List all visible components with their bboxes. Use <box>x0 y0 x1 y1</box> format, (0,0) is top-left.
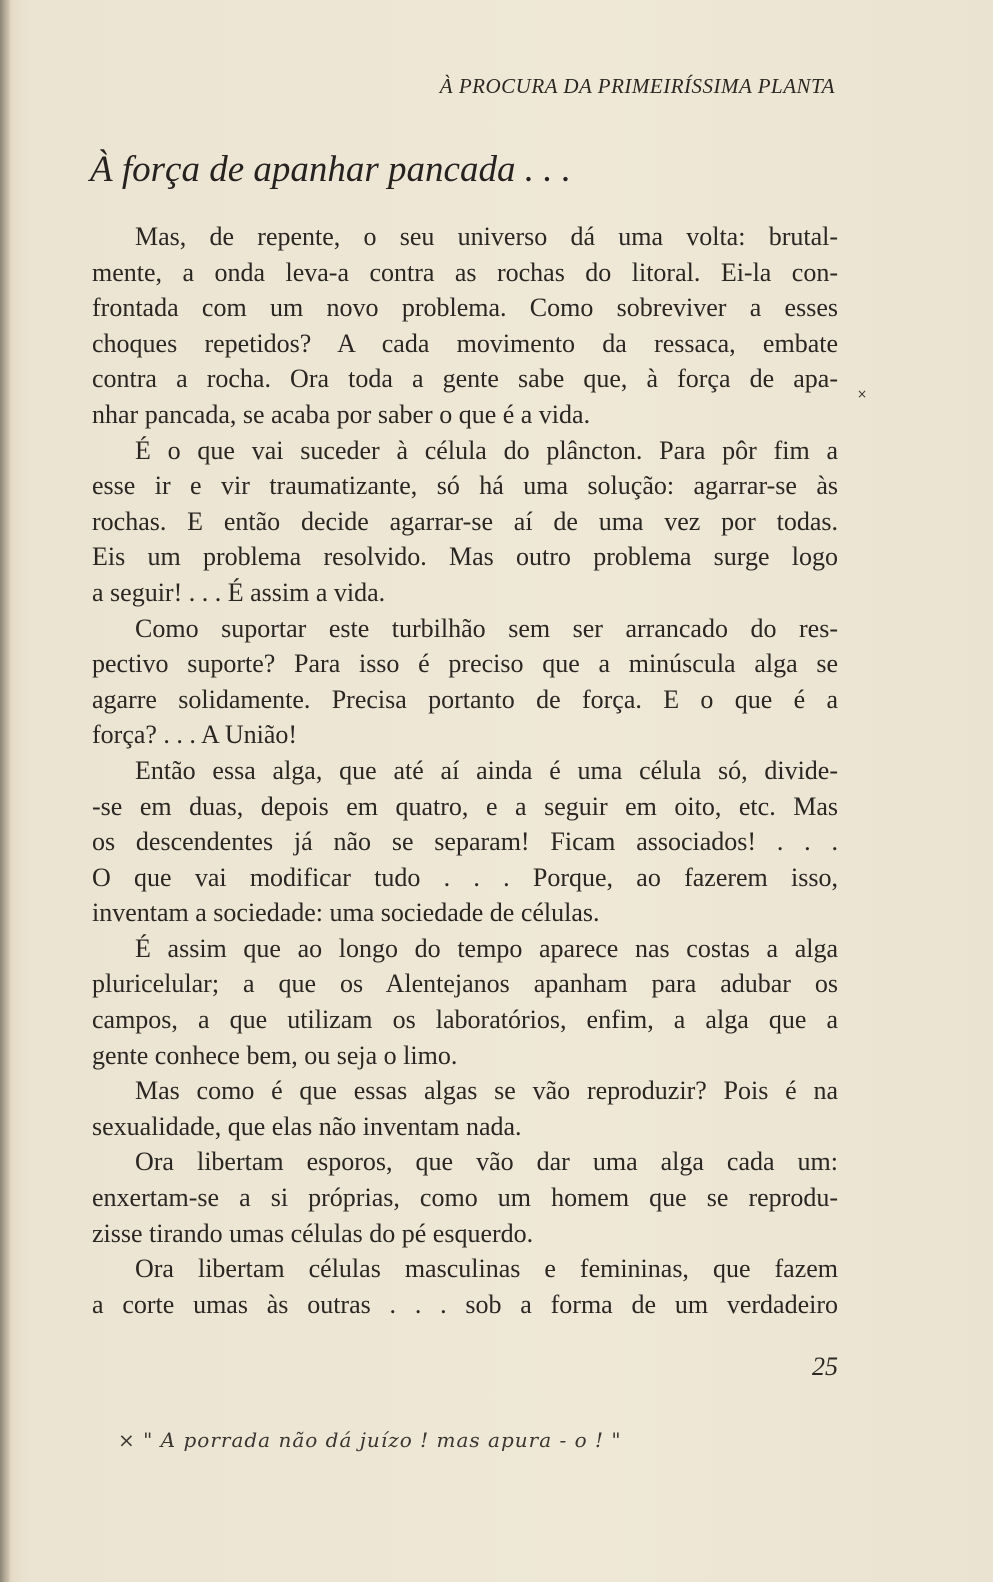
page-number: 25 <box>812 1352 838 1381</box>
text-line: nhar pancada, se acaba por saber o que é a vida. <box>92 399 591 429</box>
text-line: força? . . . A União! <box>92 720 298 750</box>
text-line: Mas, de repente, o seu universo dá uma volta: brutal- <box>135 222 838 251</box>
text-line: frontada com um novo problema. Como sobreviver a esses <box>92 293 838 323</box>
margin-mark: × <box>857 387 868 401</box>
text-line: os descendentes já não se separam! Ficam associados! . . . <box>92 827 838 857</box>
text-line: enxertam-se a si próprias, como um homem que se reprodu- <box>92 1183 838 1213</box>
text-line: Ora libertam esporos, que vão dar uma alga cada um: <box>135 1147 838 1177</box>
text-line: Então essa alga, que até aí ainda é uma célula só, divide- <box>135 755 838 785</box>
text-line: Mas como é que essas algas se vão reproduzir? Pois é na <box>135 1076 838 1106</box>
text-line: pectivo suporte? Para isso é preciso que a minúscula alga se <box>92 649 838 679</box>
text-line: mente, a onda leva-a contra as rochas do litoral. Ei-la con- <box>92 257 838 287</box>
text-line: zisse tirando umas células do pé esquerdo. <box>92 1218 534 1248</box>
text-line: pluricelular; a que os Alentejanos apanham para adubar os <box>92 969 838 999</box>
text-line: É assim que ao longo do tempo aparece nas costas a alga <box>135 933 838 963</box>
text-line: O que vai modificar tudo . . . Porque, ao fazerem isso, <box>92 862 838 892</box>
text-line: a seguir! . . . É assim a vida. <box>92 577 386 607</box>
text-line: sexualidade, que elas não inventam nada. <box>92 1111 522 1141</box>
text-line: choques repetidos? A cada movimento da ressaca, embate <box>92 328 838 358</box>
text-line: -se em duas, depois em quatro, e a seguir em oito, etc. Mas <box>92 791 838 821</box>
text-line: gente conhece bem, ou seja o limo. <box>92 1040 458 1070</box>
text-line: a corte umas às outras . . . sob a forma de um verdadeiro <box>92 1289 838 1319</box>
text-line: rochas. E então decide agarrar-se aí de uma vez por todas. <box>92 506 838 536</box>
text-line: campos, a que utilizam os laboratórios, enfim, a alga que a <box>92 1005 838 1035</box>
body-text <box>92 219 838 1322</box>
section-title: À força de apanhar pancada . . . <box>90 149 571 190</box>
text-line: inventam a sociedade: uma sociedade de células. <box>92 898 600 928</box>
text-line: Ora libertam células masculinas e femininas, que fazem <box>135 1254 838 1284</box>
page-spine-shadow <box>0 0 10 1582</box>
text-line: É o que vai suceder à célula do plâncton. Para pôr fim a <box>135 435 838 465</box>
text-line: Eis um problema resolvido. Mas outro problema surge logo <box>92 542 838 572</box>
text-line: contra a rocha. Ora toda a gente sabe que, à força de apa- <box>92 364 838 394</box>
text-line: esse ir e vir traumatizante, só há uma solução: agarrar-se às <box>92 471 838 501</box>
text-line: agarre solidamente. Precisa portanto de força. E o que é a <box>92 684 838 714</box>
handwritten-note: × " A porrada não dá juízo ! mas apura - o ! " <box>118 1428 622 1452</box>
running-head: À PROCURA DA PRIMEIRÍSSIMA PLANTA <box>439 74 835 98</box>
text-line: Como suportar este turbilhão sem ser arrancado do res- <box>135 613 838 643</box>
